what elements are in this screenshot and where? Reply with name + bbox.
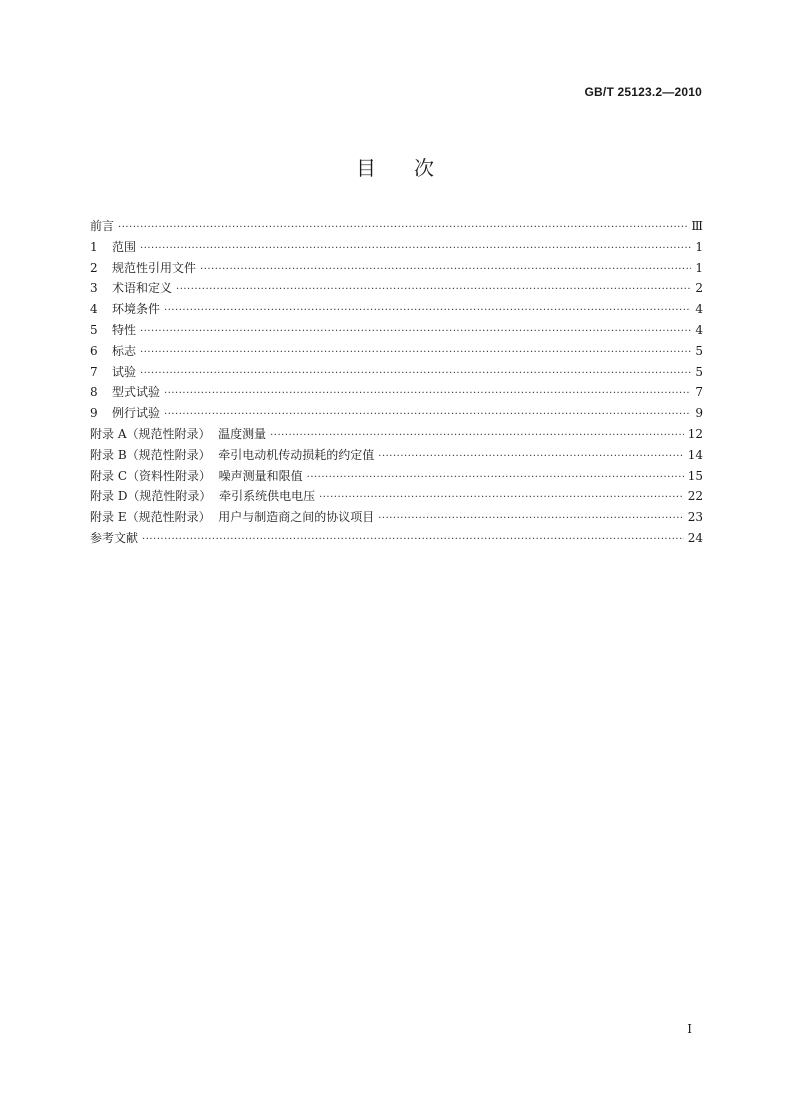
dot-leader — [307, 468, 684, 489]
dot-leader — [200, 260, 691, 281]
toc-entry-3[interactable] — [90, 278, 703, 299]
toc-entry-9[interactable] — [90, 403, 703, 424]
toc-entry-number: 8 — [90, 385, 98, 400]
toc-entry-number: 3 — [90, 281, 98, 296]
toc-entry-label: 术语和定义 — [112, 281, 173, 296]
toc-entry-page: 4 — [695, 302, 703, 317]
toc-entry-label: 附录 B（规范性附录） 牵引电动机传动损耗的约定值 — [90, 447, 375, 462]
toc-entry-page: 7 — [695, 385, 703, 400]
toc-entry-page: 15 — [687, 468, 703, 483]
toc-entry-annex-c[interactable] — [90, 466, 703, 487]
title-char-1: 目 — [356, 156, 378, 180]
toc-entry-2[interactable] — [90, 258, 703, 279]
toc-entry-number: 4 — [90, 302, 98, 317]
toc-entry-foreword[interactable] — [90, 216, 703, 237]
toc-entry-number: 6 — [90, 343, 98, 358]
toc-entry-page: 1 — [695, 239, 703, 254]
dot-leader — [140, 364, 691, 385]
toc-entry-page: 22 — [687, 489, 703, 504]
toc-entry-page: 2 — [695, 281, 703, 296]
toc-entry-5[interactable] — [90, 320, 703, 341]
toc-entry-page: 24 — [687, 530, 703, 545]
toc-entry-label: 参考文献 — [90, 530, 139, 545]
dot-leader — [164, 384, 691, 405]
toc-entry-annex-d[interactable] — [90, 486, 703, 507]
dot-leader — [319, 488, 684, 509]
toc-entry-label: 标志 — [112, 343, 137, 358]
toc-entry-page: 1 — [695, 260, 703, 275]
toc-entry-number: 2 — [90, 260, 98, 275]
toc-entry-page: 4 — [695, 322, 703, 337]
toc-entry-label: 附录 C（资料性附录） 噪声测量和限值 — [90, 468, 303, 483]
toc-entry-label: 环境条件 — [112, 302, 161, 317]
page-title — [0, 152, 792, 181]
toc-entry-8[interactable] — [90, 382, 703, 403]
toc-entry-number: 1 — [90, 239, 98, 254]
dot-leader — [164, 405, 691, 426]
dot-leader — [164, 301, 691, 322]
toc-entry-label: 附录 D（规范性附录） 牵引系统供电电压 — [90, 489, 316, 504]
standard-code: GB/T 25123.2—2010 — [584, 85, 702, 99]
dot-leader — [140, 322, 691, 343]
toc-entry-page: 14 — [687, 447, 703, 462]
toc-entry-label: 规范性引用文件 — [112, 260, 197, 275]
dot-leader — [118, 218, 687, 239]
toc-entry-1[interactable] — [90, 237, 703, 258]
toc-entry-page: 12 — [687, 426, 703, 441]
toc-entry-number: 5 — [90, 322, 98, 337]
toc-entry-annex-e[interactable] — [90, 507, 703, 528]
toc-entry-page: Ⅲ — [691, 219, 703, 233]
toc-entry-label: 范围 — [112, 239, 137, 254]
toc-entry-number: 9 — [90, 406, 98, 421]
dot-leader — [176, 280, 691, 301]
toc-entry-6[interactable] — [90, 341, 703, 362]
dot-leader — [142, 530, 684, 551]
dot-leader — [140, 239, 691, 260]
toc-entry-7[interactable] — [90, 362, 703, 383]
toc-entry-annex-a[interactable] — [90, 424, 703, 445]
toc-entry-number: 7 — [90, 364, 98, 379]
toc-entry-label: 试验 — [112, 364, 137, 379]
toc-entry-label: 前言 — [90, 219, 115, 233]
dot-leader — [140, 343, 691, 364]
toc-entry-label: 型式试验 — [112, 385, 161, 400]
toc-entry-4[interactable] — [90, 299, 703, 320]
dot-leader — [378, 447, 683, 468]
toc-entry-page: 5 — [695, 343, 703, 358]
toc-entry-label: 例行试验 — [112, 406, 161, 421]
dot-leader — [378, 509, 684, 530]
toc-entry-page: 5 — [695, 364, 703, 379]
toc-entry-label: 特性 — [112, 322, 137, 337]
toc-entry-page: 23 — [687, 510, 703, 525]
title-char-2: 次 — [414, 156, 436, 180]
toc-entry-bibliography[interactable] — [90, 528, 703, 549]
dot-leader — [270, 426, 684, 447]
page-number: I — [687, 1022, 692, 1036]
toc-entry-label: 附录 E（规范性附录） 用户与制造商之间的协议项目 — [90, 510, 375, 525]
toc-entry-label: 附录 A（规范性附录） 温度测量 — [90, 426, 267, 441]
table-of-contents — [90, 216, 703, 549]
toc-entry-annex-b[interactable] — [90, 445, 703, 466]
toc-entry-page: 9 — [695, 406, 703, 421]
